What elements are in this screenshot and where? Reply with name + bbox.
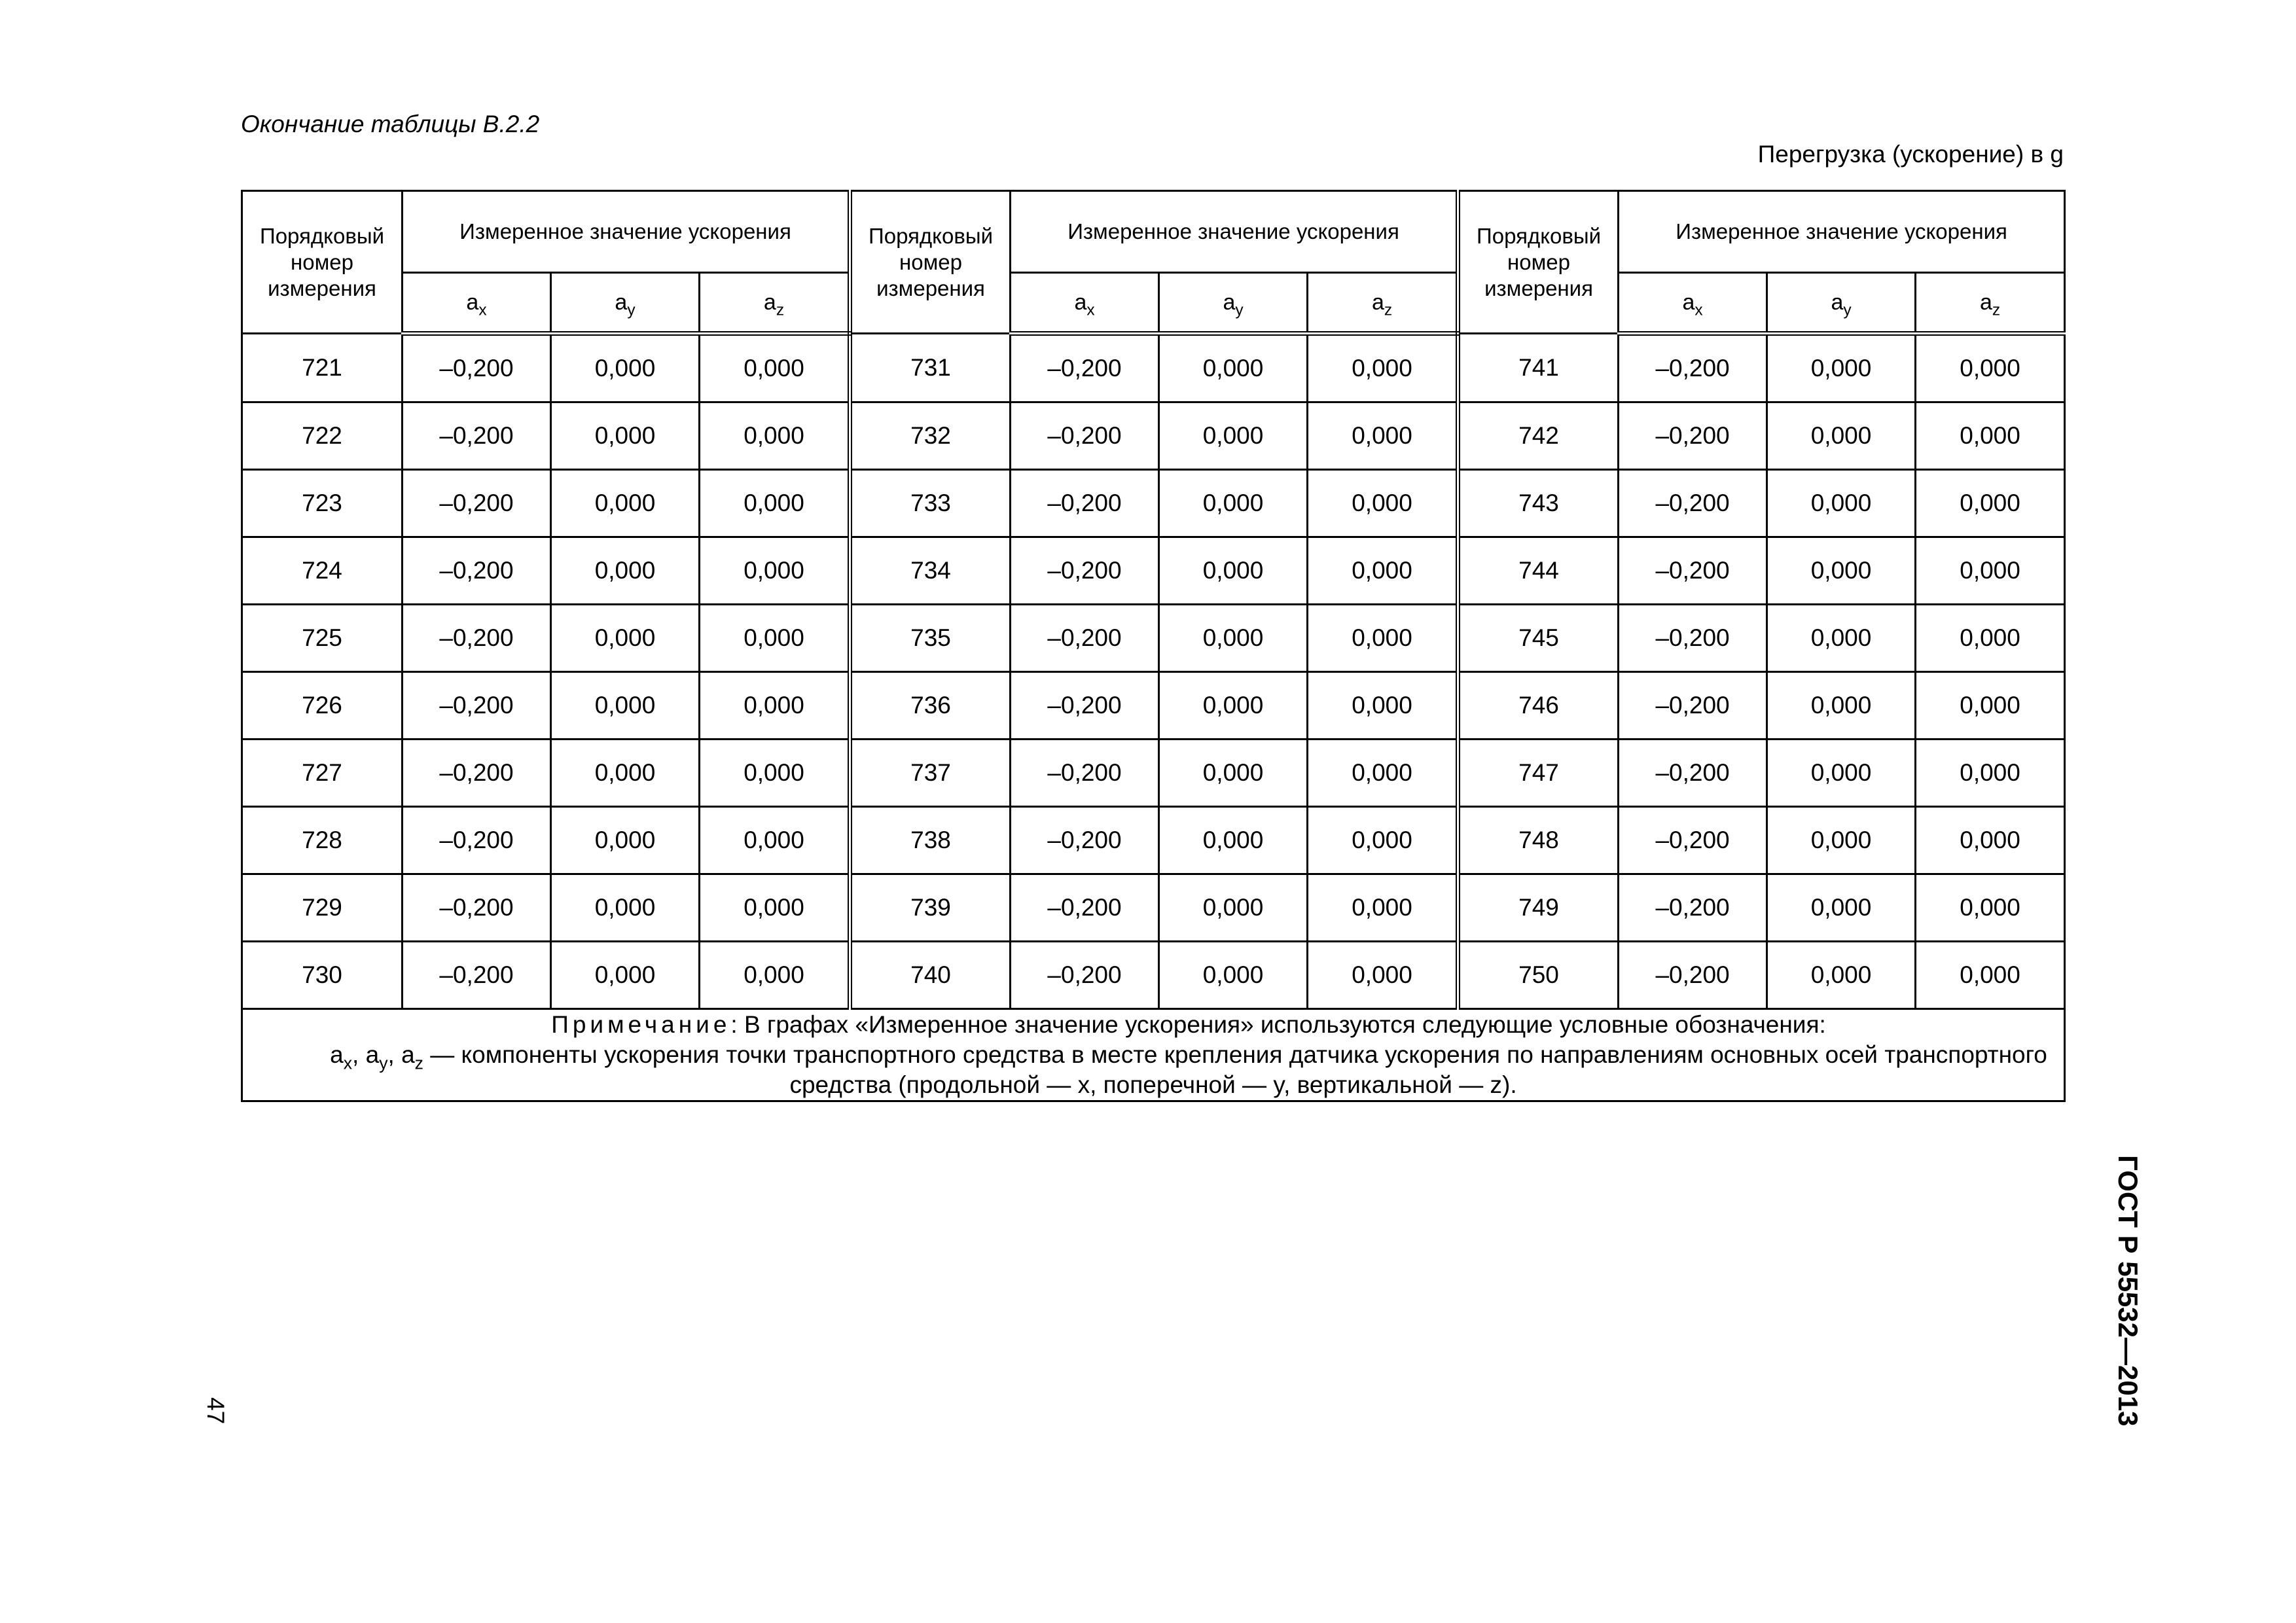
header-row-groups [242,191,2065,273]
cell-az: 0,000 [1308,672,1458,740]
cell-measurement-number: 738 [850,807,1011,874]
header-measured-value: Измеренное значение ускорения [1619,191,2065,273]
cell-ax: –0,200 [1619,470,1767,537]
cell-ay: 0,000 [1767,874,1916,942]
header-num-line: номер [291,249,353,274]
cell-measurement-number: 733 [850,470,1011,537]
header-measured-value: Измеренное значение ускорения [1011,191,1458,273]
table-row [242,605,2065,672]
table-row [242,874,2065,942]
table-body [242,334,2065,1009]
cell-az: 0,000 [1308,334,1458,402]
cell-measurement-number: 749 [1458,874,1619,942]
cell-measurement-number: 732 [850,402,1011,470]
header-axis-z [1916,273,2065,334]
header-axis-x [1011,273,1159,334]
axis-symbol-subscript: z [414,1053,423,1073]
cell-measurement-number: 741 [1458,334,1619,402]
header-num-line: измерения [1484,276,1593,300]
axis-symbol-subscript: y [379,1053,388,1073]
cell-az: 0,000 [1308,605,1458,672]
cell-ax: –0,200 [1619,402,1767,470]
cell-measurement-number: 722 [242,402,403,470]
cell-az: 0,000 [700,537,850,605]
cell-ax: –0,200 [403,470,551,537]
cell-ay: 0,000 [551,807,700,874]
cell-az: 0,000 [700,605,850,672]
header-num-line: измерения [268,276,376,300]
cell-az: 0,000 [1916,334,2065,402]
axis-symbol-subscript: x [478,301,487,319]
axis-symbol-subscript: y [1235,301,1244,319]
cell-ax: –0,200 [1011,334,1159,402]
cell-measurement-number: 743 [1458,470,1619,537]
cell-ay: 0,000 [1767,740,1916,807]
cell-ax: –0,200 [1011,807,1159,874]
header-axis-z [700,273,850,334]
cell-measurement-number: 742 [1458,402,1619,470]
cell-ax: –0,200 [1011,874,1159,942]
standard-designation: ГОСТ Р 55532—2013 [2113,1155,2144,1427]
cell-measurement-number: 723 [242,470,403,537]
cell-ax: –0,200 [1619,874,1767,942]
cell-ay: 0,000 [1767,334,1916,402]
cell-measurement-number: 721 [242,334,403,402]
header-num-line: номер [1507,249,1571,274]
cell-ax: –0,200 [1619,537,1767,605]
cell-ax: –0,200 [1619,334,1767,402]
header-num-line: номер [899,249,962,274]
header-measurement-number [242,191,403,334]
cell-ay: 0,000 [1159,470,1308,537]
cell-measurement-number: 726 [242,672,403,740]
cell-az: 0,000 [700,874,850,942]
cell-az: 0,000 [1916,605,2065,672]
note-intro: : В графах «Измеренное значение ускорения» используются следующие условные обозначения: [730,1011,1826,1038]
axis-symbol-subscript: x [1086,301,1095,319]
cell-measurement-number: 745 [1458,605,1619,672]
header-axis-y [551,273,700,334]
cell-ax: –0,200 [403,334,551,402]
cell-measurement-number: 750 [1458,942,1619,1009]
cell-ay: 0,000 [1767,605,1916,672]
note-text: — компоненты ускорения точки транспортного средства в месте крепления датчика ускорения по направлениям основных осей транспортного средства (продольной — x, поперечной — y, вертикальной — z). [423,1041,2047,1098]
cell-az: 0,000 [1916,537,2065,605]
table-caption: Окончание таблицы В.2.2 [241,111,540,137]
cell-measurement-number: 730 [242,942,403,1009]
cell-ax: –0,200 [1619,942,1767,1009]
cell-ax: –0,200 [1011,537,1159,605]
cell-ay: 0,000 [551,874,700,942]
cell-ax: –0,200 [403,672,551,740]
cell-az: 0,000 [1916,874,2065,942]
cell-measurement-number: 744 [1458,537,1619,605]
axis-symbol-base: a [365,1041,380,1068]
cell-ax: –0,200 [1619,672,1767,740]
cell-az: 0,000 [700,942,850,1009]
cell-ax: –0,200 [1619,740,1767,807]
cell-az: 0,000 [1308,874,1458,942]
acceleration-table [241,190,2066,1102]
cell-measurement-number: 748 [1458,807,1619,874]
cell-az: 0,000 [1916,470,2065,537]
axis-symbol-base: a [763,289,776,315]
header-num-line: Порядковый [1477,223,1602,248]
axis-symbol-subscript: z [1992,301,2001,319]
axis-symbol-base: a [1979,289,1992,315]
cell-az: 0,000 [1308,537,1458,605]
table-row [242,807,2065,874]
cell-ay: 0,000 [551,334,700,402]
cell-ax: –0,200 [403,537,551,605]
cell-ay: 0,000 [1767,470,1916,537]
cell-az: 0,000 [700,470,850,537]
cell-ay: 0,000 [551,740,700,807]
cell-ay: 0,000 [1159,942,1308,1009]
cell-az: 0,000 [1916,740,2065,807]
cell-measurement-number: 728 [242,807,403,874]
cell-ax: –0,200 [1011,942,1159,1009]
header-measurement-number [1458,191,1619,334]
axis-symbol-base: a [466,289,479,315]
header-measurement-number [850,191,1011,334]
cell-ay: 0,000 [1159,740,1308,807]
axis-symbol-base: a [330,1041,344,1068]
axis-symbol-base: a [1682,289,1695,315]
axis-symbol-subscript: z [1384,301,1393,319]
cell-az: 0,000 [1308,470,1458,537]
axis-symbol-subscript: y [1843,301,1852,319]
cell-measurement-number: 724 [242,537,403,605]
cell-measurement-number: 727 [242,740,403,807]
cell-ax: –0,200 [403,605,551,672]
axis-symbol-subscript: z [776,301,785,319]
cell-ay: 0,000 [551,942,700,1009]
cell-ax: –0,200 [1011,470,1159,537]
axis-symbol-subscript: x [343,1053,353,1073]
page-number: 47 [202,1397,229,1425]
cell-az: 0,000 [1916,807,2065,874]
cell-ax: –0,200 [1619,807,1767,874]
header-num-line: Порядковый [869,223,994,248]
cell-ay: 0,000 [1767,807,1916,874]
cell-ay: 0,000 [1767,537,1916,605]
header-axis-z [1308,273,1458,334]
axis-symbol-base: a [615,289,628,315]
cell-measurement-number: 729 [242,874,403,942]
table-row [242,672,2065,740]
note-row [242,1009,2065,1101]
cell-ax: –0,200 [1011,402,1159,470]
cell-az: 0,000 [700,402,850,470]
cell-measurement-number: 735 [850,605,1011,672]
cell-measurement-number: 734 [850,537,1011,605]
units-label: Перегрузка (ускорение) в g [1757,141,2064,168]
cell-measurement-number: 725 [242,605,403,672]
cell-ay: 0,000 [1159,672,1308,740]
table-note [242,1009,2065,1101]
cell-az: 0,000 [700,334,850,402]
cell-ay: 0,000 [1767,942,1916,1009]
header-axis-y [1767,273,1916,334]
cell-az: 0,000 [700,807,850,874]
cell-ax: –0,200 [1619,605,1767,672]
header-axis-x [1619,273,1767,334]
cell-ax: –0,200 [1011,740,1159,807]
cell-measurement-number: 747 [1458,740,1619,807]
axis-symbol-subscript: y [627,301,636,319]
axis-symbol-base: a [401,1041,415,1068]
cell-az: 0,000 [1916,402,2065,470]
table-row [242,537,2065,605]
axis-symbol-base: a [1371,289,1384,315]
cell-measurement-number: 740 [850,942,1011,1009]
axis-symbol-base: a [1831,289,1844,315]
cell-az: 0,000 [1308,402,1458,470]
cell-measurement-number: 739 [850,874,1011,942]
cell-ay: 0,000 [1159,605,1308,672]
note-separator: , [387,1041,402,1068]
cell-measurement-number: 746 [1458,672,1619,740]
cell-ax: –0,200 [403,740,551,807]
cell-az: 0,000 [700,672,850,740]
note-label: Примечание [551,1011,731,1038]
cell-measurement-number: 737 [850,740,1011,807]
note-separator: , [352,1041,366,1068]
cell-ax: –0,200 [403,942,551,1009]
cell-az: 0,000 [1308,942,1458,1009]
cell-az: 0,000 [700,740,850,807]
cell-ay: 0,000 [551,402,700,470]
cell-ay: 0,000 [1767,672,1916,740]
axis-symbol-base: a [1074,289,1087,315]
note-symbols-line [243,1040,2064,1100]
note-intro-line [243,1010,2064,1040]
header-axis-x [403,273,551,334]
header-row-axes [242,273,2065,334]
header-measured-value: Измеренное значение ускорения [403,191,850,273]
header-axis-y [1159,273,1308,334]
cell-measurement-number: 731 [850,334,1011,402]
table-row [242,942,2065,1009]
cell-ay: 0,000 [551,672,700,740]
note-symbols [330,1041,423,1073]
header-num-line: измерения [876,276,985,300]
table-row [242,334,2065,402]
header-num-line: Порядковый [259,223,385,248]
axis-symbol-subscript: x [1695,301,1703,319]
cell-measurement-number: 736 [850,672,1011,740]
cell-ax: –0,200 [403,874,551,942]
table-row [242,470,2065,537]
cell-az: 0,000 [1916,672,2065,740]
cell-ay: 0,000 [1767,402,1916,470]
cell-ay: 0,000 [1159,537,1308,605]
cell-ay: 0,000 [551,605,700,672]
table-row [242,740,2065,807]
cell-az: 0,000 [1308,807,1458,874]
cell-ay: 0,000 [1159,874,1308,942]
cell-ax: –0,200 [403,402,551,470]
cell-ax: –0,200 [403,807,551,874]
cell-ay: 0,000 [551,537,700,605]
axis-symbol-base: a [1223,289,1236,315]
cell-az: 0,000 [1308,740,1458,807]
cell-az: 0,000 [1916,942,2065,1009]
cell-ax: –0,200 [1011,672,1159,740]
table-row [242,402,2065,470]
cell-ay: 0,000 [551,470,700,537]
cell-ay: 0,000 [1159,402,1308,470]
cell-ax: –0,200 [1011,605,1159,672]
cell-ay: 0,000 [1159,807,1308,874]
cell-ay: 0,000 [1159,334,1308,402]
